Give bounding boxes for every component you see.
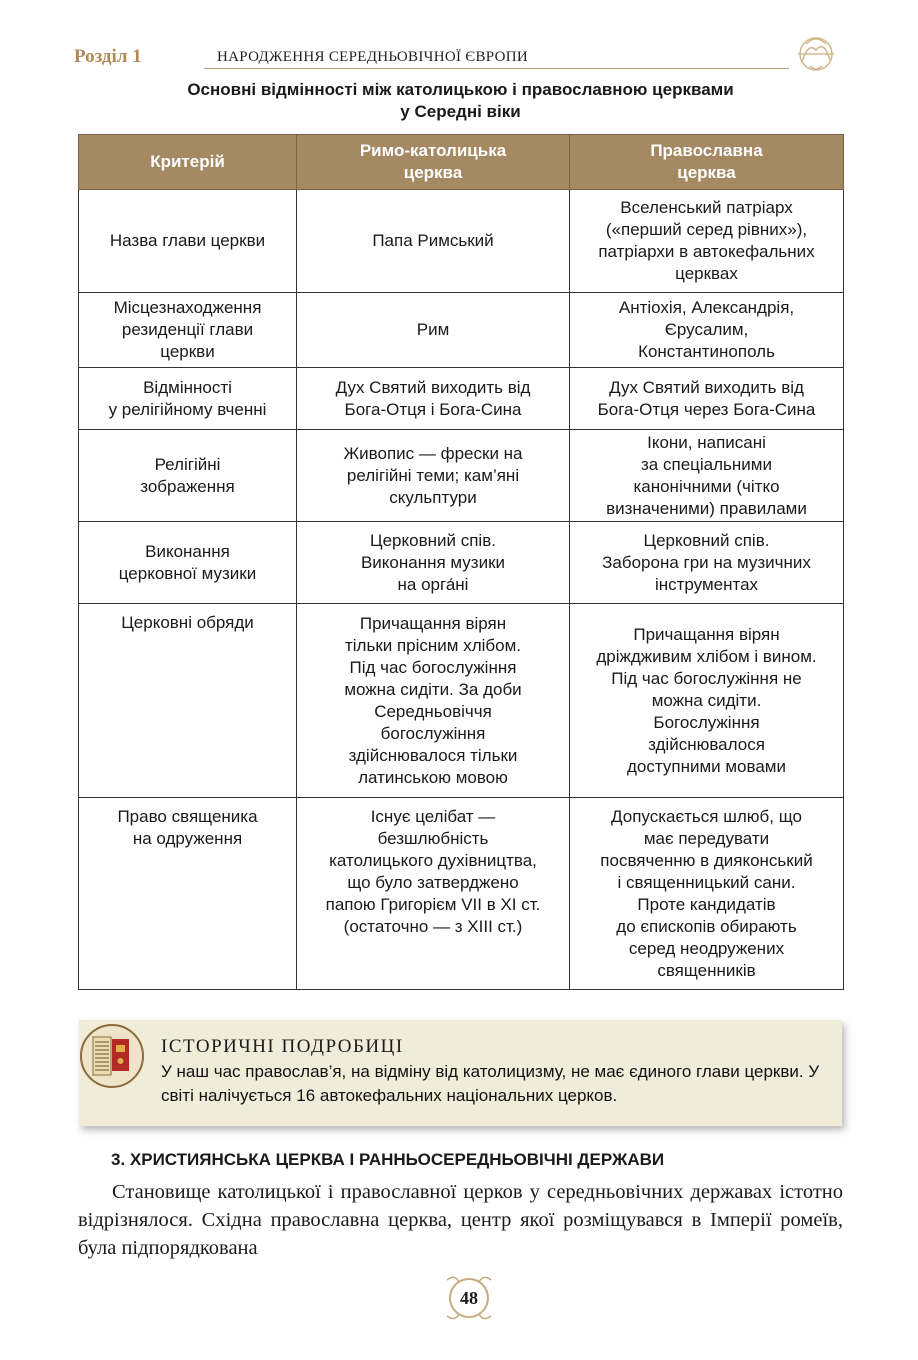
table-row [79, 190, 844, 293]
table-row [79, 798, 844, 990]
table-row [79, 368, 844, 430]
table-cell: Вселенський патріарх («перший серед рівних»), патріархи в автокефальних церквах [570, 190, 844, 293]
table-cell: Назва глави церкви [79, 190, 297, 293]
table-row [79, 604, 844, 798]
column-header: Православна церква [570, 135, 844, 190]
table-cell: Папа Римський [297, 190, 570, 293]
table-header-row [79, 135, 844, 190]
note-heading: ІСТОРИЧНІ ПОДРОБИЦІ [161, 1036, 404, 1057]
table-title: Основні відмінності між католицькою і православною церквами у Середні віки [187, 80, 734, 121]
table-cell: Дух Святий виходить від Бога-Отця через Бога-Сина [570, 368, 844, 430]
table-row [79, 430, 844, 522]
page-header [74, 44, 789, 72]
table-row [79, 522, 844, 604]
historical-details-box [79, 1020, 842, 1126]
ornament-icon [790, 32, 842, 76]
column-header: Римо-католицька церква [297, 135, 570, 190]
table-cell: Допускається шлюб, що має передувати посвяченню в дияконський і священницький сани. Проте кандидатів до єпископів обирають серед неодружених священників [570, 798, 844, 990]
table-cell: Релігійні зображення [79, 430, 297, 522]
manuscript-icon [79, 1023, 145, 1089]
comparison-table [78, 134, 844, 990]
table-cell: Виконання церковної музики [79, 522, 297, 604]
table-cell: Антіохія, Александрія, Єрусалим, Константинополь [570, 293, 844, 368]
section-label: Розділ 1 [74, 46, 142, 67]
table-cell: Дух Святий виходить від Бога-Отця і Бога-Сина [297, 368, 570, 430]
header-divider [204, 68, 789, 69]
table-cell: Існує целібат — безшлюбність католицького духівництва, що було затверджено папою Григорієм VII в XI ст. (остаточно — з XIII ст.) [297, 798, 570, 990]
page-number-badge [441, 1270, 497, 1326]
table-cell: Відмінності у релігійному вченні [79, 368, 297, 430]
table-cell: Причащання вірян тільки прісним хлібом. Під час богослужіння можна сидіти. За доби Середньовіччя богослужіння здійснювалося тільки латинською мовою [297, 604, 570, 798]
section-title: НАРОДЖЕННЯ СЕРЕДНЬОВІЧНОЇ ЄВРОПИ [217, 49, 529, 65]
section-heading: 3. ХРИСТИЯНСЬКА ЦЕРКВА І РАННЬОСЕРЕДНЬОВІЧНІ ДЕРЖАВИ [111, 1150, 665, 1169]
table-cell: Церковні обряди [79, 604, 297, 798]
page-number: 48 [460, 1288, 478, 1308]
table-cell: Церковний спів. Заборона гри на музичних інструментах [570, 522, 844, 604]
table-row [79, 293, 844, 368]
table-cell: Церковний спів. Виконання музики на орга́ні [297, 522, 570, 604]
table-cell: Місцезнаходження резиденції глави церкви [79, 293, 297, 368]
body-paragraph: Становище католицької і православної церков у середньовічних державах істотно відрізнялося. Східна православна церква, центр якої розміщувався в Імперії ромеїв, була підпорядкована [78, 1181, 843, 1259]
table-cell: Право священика на одруження [79, 798, 297, 990]
table-cell: Рим [297, 293, 570, 368]
note-text: У наш час православ’я, на відміну від католицизму, не має єдиного глави церкви. У світі налічується 16 автокефальних національних церков. [161, 1062, 820, 1105]
column-header: Критерій [79, 135, 297, 190]
table-cell: Ікони, написані за спеціальними канонічними (чітко визначеними) правилами [570, 430, 844, 522]
table-cell: Причащання вірян дріждживим хлібом і вином. Під час богослужіння не можна сидіти. Богослужіння здійснювалося доступними мовами [570, 604, 844, 798]
table-cell: Живопис — фрески на релігійні теми; кам’яні скульптури [297, 430, 570, 522]
